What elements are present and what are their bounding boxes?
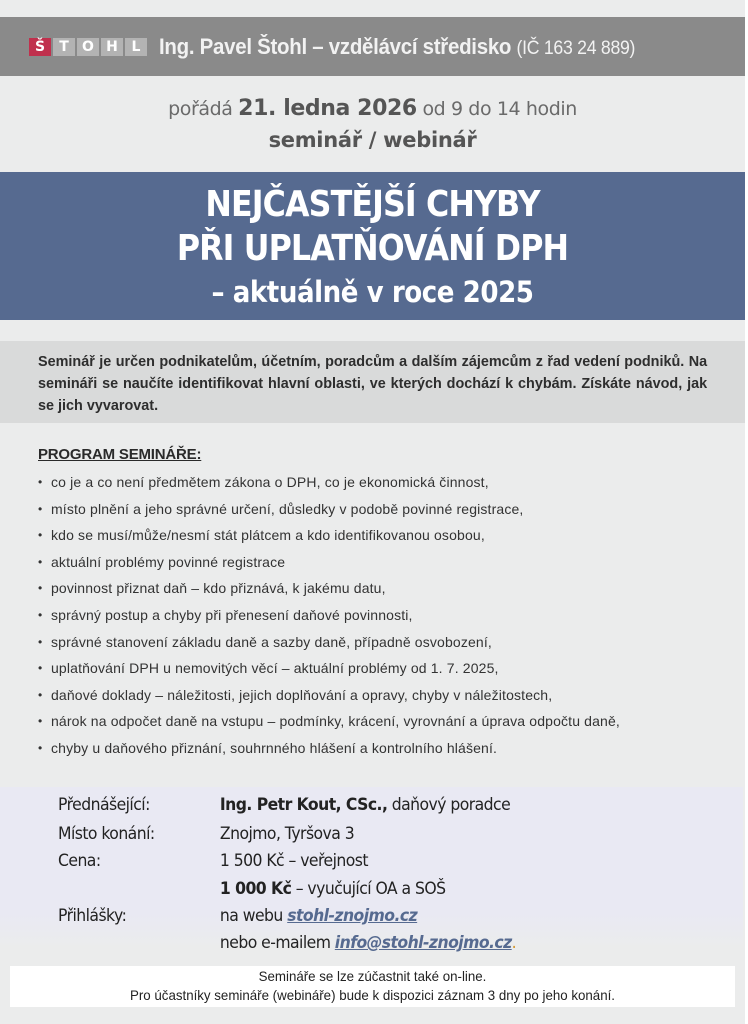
venue-row [58, 824, 354, 844]
logo-letter: Š [29, 38, 51, 56]
bullet-icon: • [38, 687, 43, 702]
program-item [38, 735, 738, 762]
program-list [38, 469, 738, 762]
program-item-text: správné stanovení základu daně a sazby daně, případně osvobození, [51, 633, 492, 650]
logo-letter: T [53, 38, 75, 56]
program-item-text: nárok na odpočet daně na vstupu – podmínky, krácení, vyrovnání a úprava odpočtu daně, [51, 713, 620, 730]
title-line-1: NEJČASTĚJŠÍ CHYBY [205, 184, 540, 225]
bullet-icon: • [38, 740, 43, 755]
price-label: Cena: [58, 851, 101, 871]
lecturer-role: daňový poradce [387, 795, 511, 815]
bullet-icon: • [38, 634, 43, 649]
footer-note [10, 966, 735, 1007]
title-line-2: PŘI UPLATŇOVÁNÍ DPH [176, 228, 569, 269]
event-date-line [0, 96, 745, 121]
venue-value: Znojmo, Tyršova 3 [219, 824, 355, 844]
logo-letter: O [77, 38, 99, 56]
website-link[interactable]: stohl-znojmo.cz [287, 906, 418, 926]
event-date: 21. ledna 2026 [238, 96, 417, 121]
event-time: od 9 do 14 hodin [422, 98, 577, 120]
bullet-icon: • [38, 475, 43, 489]
price-teachers-amount: 1 000 Kč [219, 879, 292, 899]
event-prefix: pořádá [168, 98, 233, 120]
program-item [38, 575, 738, 602]
registration-email-prefix: nebo e-mailem [219, 933, 335, 953]
email-suffix: . [511, 933, 517, 953]
program-item [38, 496, 738, 523]
price-row [58, 851, 368, 871]
footer-line-1: Semináře se lze zúčastnit také on-line. [258, 968, 487, 984]
stohl-logo [29, 38, 147, 56]
program-item [38, 708, 738, 735]
price-teachers-note: – vyučující OA a SOŠ [291, 879, 446, 899]
program-item [38, 522, 738, 549]
program-item-text: aktuální problémy povinné registrace [51, 553, 286, 570]
program-item [38, 469, 738, 496]
program-item [38, 629, 738, 656]
price-public: 1 500 Kč – veřejnost [219, 851, 368, 871]
bullet-icon: • [38, 607, 43, 622]
program-item-text: chyby u daňového přiznání, souhrnného hlášení a kontrolního hlášení. [51, 739, 498, 756]
registration-label: Přihlášky: [58, 906, 127, 926]
program-section [38, 446, 738, 762]
intro-box [0, 341, 745, 423]
organization-title [159, 34, 635, 60]
registration-web-prefix: na webu [219, 906, 288, 926]
lecturer-label: Přednášející: [58, 795, 150, 815]
price-teachers-row [58, 879, 445, 899]
program-item-text: kdo se musí/může/nesmí stát plátcem a kdo identifikovanou osobou, [51, 527, 485, 544]
lecturer-row [58, 795, 510, 815]
title-subtitle: – aktuálně v roce 2025 [211, 275, 534, 309]
program-item [38, 602, 738, 629]
program-item-text: správný postup a chyby při přenesení daňové povinnosti, [51, 606, 413, 623]
venue-label: Místo konání: [58, 824, 155, 844]
program-item-text: povinnost přiznat daň – kdo přiznává, k jakému datu, [51, 580, 386, 597]
event-type: seminář / webinář [268, 128, 477, 152]
logo-letter: H [101, 38, 123, 56]
program-item-text: co je a co není předmětem zákona o DPH, co je ekonomická činnost, [51, 474, 489, 490]
lecturer-name: Ing. Petr Kout, CSc., [219, 795, 388, 815]
title-banner [0, 172, 745, 320]
bullet-icon: • [38, 501, 43, 516]
logo-letter: L [125, 38, 147, 56]
program-item-text: daňové doklady – náležitosti, jejich doplňování a opravy, chyby v náležitostech, [51, 686, 553, 703]
registration-email-row [58, 933, 516, 953]
program-item-text: místo plnění a jeho správné určení, důsledky v podobě povinné registrace, [51, 500, 524, 517]
intro-text: Seminář je určen podnikatelům, účetním, poradcům a dalším zájemcům z řad vedení podniků. Na semináři se naučíte identifikovat hlavní oblasti, ve kterých dochází k chybám. Získáte návod, jak se jich vyvarovat. [38, 353, 708, 414]
details-box [0, 787, 743, 953]
bullet-icon: • [38, 581, 43, 596]
footer-line-2: Pro účastníky semináře (webináře) bude k dispozici záznam 3 dny po jeho konání. [130, 987, 615, 1003]
bullet-icon: • [38, 554, 43, 569]
organization-name: Ing. Pavel Štohl – vzdělávcí středisko [159, 33, 512, 59]
header-bar [0, 17, 745, 76]
registration-row [58, 906, 417, 926]
bullet-icon: • [38, 528, 43, 543]
company-id: (IČ 163 24 889) [516, 37, 636, 59]
bullet-icon: • [38, 661, 43, 676]
email-link[interactable]: info@stohl-znojmo.cz [334, 933, 512, 953]
program-item-text: uplatňování DPH u nemovitých věcí – aktuální problémy od 1. 7. 2025, [51, 660, 499, 677]
program-item [38, 655, 738, 682]
program-title: PROGRAM SEMINÁŘE: [38, 446, 202, 463]
program-item [38, 549, 738, 576]
program-item [38, 682, 738, 709]
bullet-icon: • [38, 714, 43, 729]
